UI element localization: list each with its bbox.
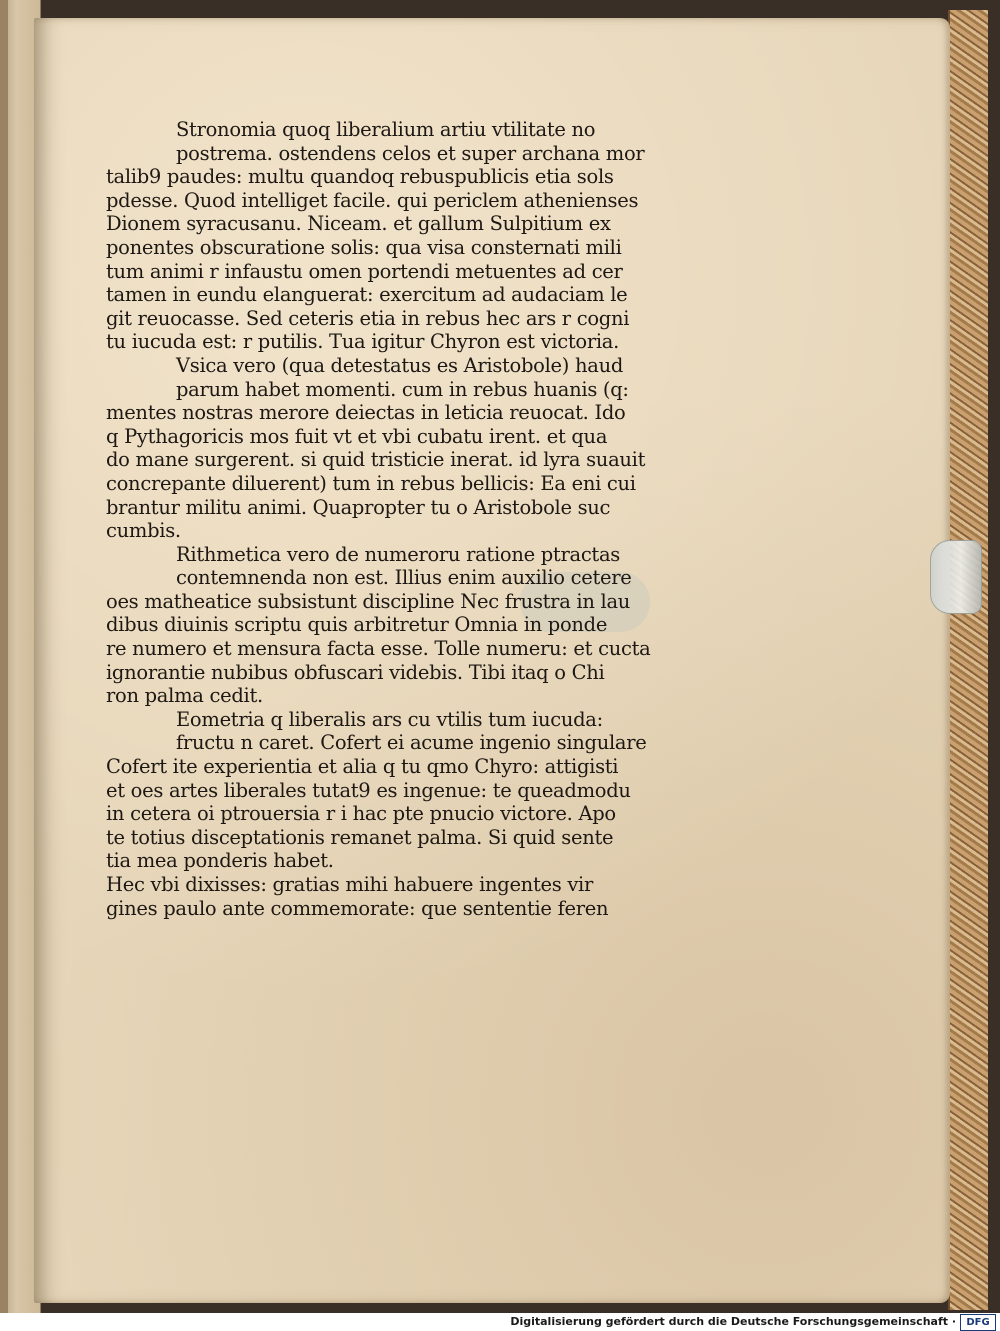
text-line: oes matheatice subsistunt discipline Nec frustra in lau [106,589,631,613]
text-line: Vsica vero (qua detestatus es Aristobole) haud [176,353,624,377]
text-line: te totius disceptationis remanet palma. Si quid sente [106,825,614,849]
footer-credit: Digitalisierung gefördert durch die Deutsche Forschungsgemeinschaft · [510,1315,956,1328]
text-line: tia mea ponderis habet. [106,849,334,873]
text-line: Dionem syracusanu. Niceam. et gallum Sulpitium ex [106,212,611,236]
text-line: pdesse. Quod intelliget facile. qui periclem athenienses [106,188,639,212]
text-line: gines paulo ante commemorate: que sententie feren [106,896,609,920]
text-line: contemnenda non est. Illius enim auxilio cetere [176,566,632,590]
text-line: Eometria q liberalis ars cu vtilis tum iucuda: [176,707,603,731]
text-line: Hec vbi dixisses: gratias mihi habuere ingentes vir [106,873,593,896]
text-line: talib9 paudes: multu quandoq rebuspublicis etia sols [106,165,614,189]
text-line: do mane surgerent. si quid tristicie inerat. id lyra suauit [106,448,646,472]
text-line: brantur militu animi. Quapropter tu o Aristobole suc [106,495,611,519]
text-line: re numero et mensura facta esse. Tolle numeru: et cucta [106,637,651,661]
text-line: fructu n caret. Cofert ei acume ingenio singulare [176,731,647,755]
text-line: parum habet momenti. cum in rebus huanis (q: [176,377,629,401]
cover-edge [948,10,988,1310]
dfg-logo: DFG [960,1314,996,1331]
text-line: cumbis. [106,519,181,543]
text-line: concrepante diluerent) tum in rebus bellicis: Ea eni cui [106,471,636,495]
text-line: mentes nostras merore deiectas in leticia reuocat. Ido [106,401,626,425]
text-line: ponentes obscuratione solis: qua visa consternati mili [106,235,622,259]
text-line: Stronomia quoq liberalium artiu vtilitate no [176,118,596,141]
text-line: tu iucuda est: r putilis. Tua igitur Chyron est victoria. [106,330,620,354]
text-line: git reuocasse. Sed ceteris etia in rebus hec ars r cogni [106,306,630,330]
page-clip [930,540,982,614]
text-line: et oes artes liberales tutat9 es ingenue: te queadmodu [106,778,631,802]
text-line: Cofert ite experientia et alia q tu qmo Chyro: attigisti [106,755,619,779]
text-line: tamen in eundu elanguerat: exercitum ad audaciam le [106,283,628,307]
text-line: dibus diuinis scriptu quis arbitretur Omnia in ponde [106,613,608,637]
text-line: q Pythagoricis mos fuit vt et vbi cubatu irent. et qua [106,424,608,448]
text-line: in cetera oi ptrouersia r i hac pte pnucio victore. Apo [106,802,616,826]
page-text-block [106,118,676,920]
text-line: postrema. ostendens celos et super archana mor [176,141,645,165]
text-line: tum animi r infaustu omen portendi metuentes ad cer [106,259,623,283]
binding-edge [0,0,8,1313]
text-line: Rithmetica vero de numeroru ratione ptractas [176,542,621,566]
text-line: ron palma cedit. [106,684,263,708]
text-line: ignorantie nubibus obfuscari videbis. Tibi itaq o Chi [106,660,605,684]
